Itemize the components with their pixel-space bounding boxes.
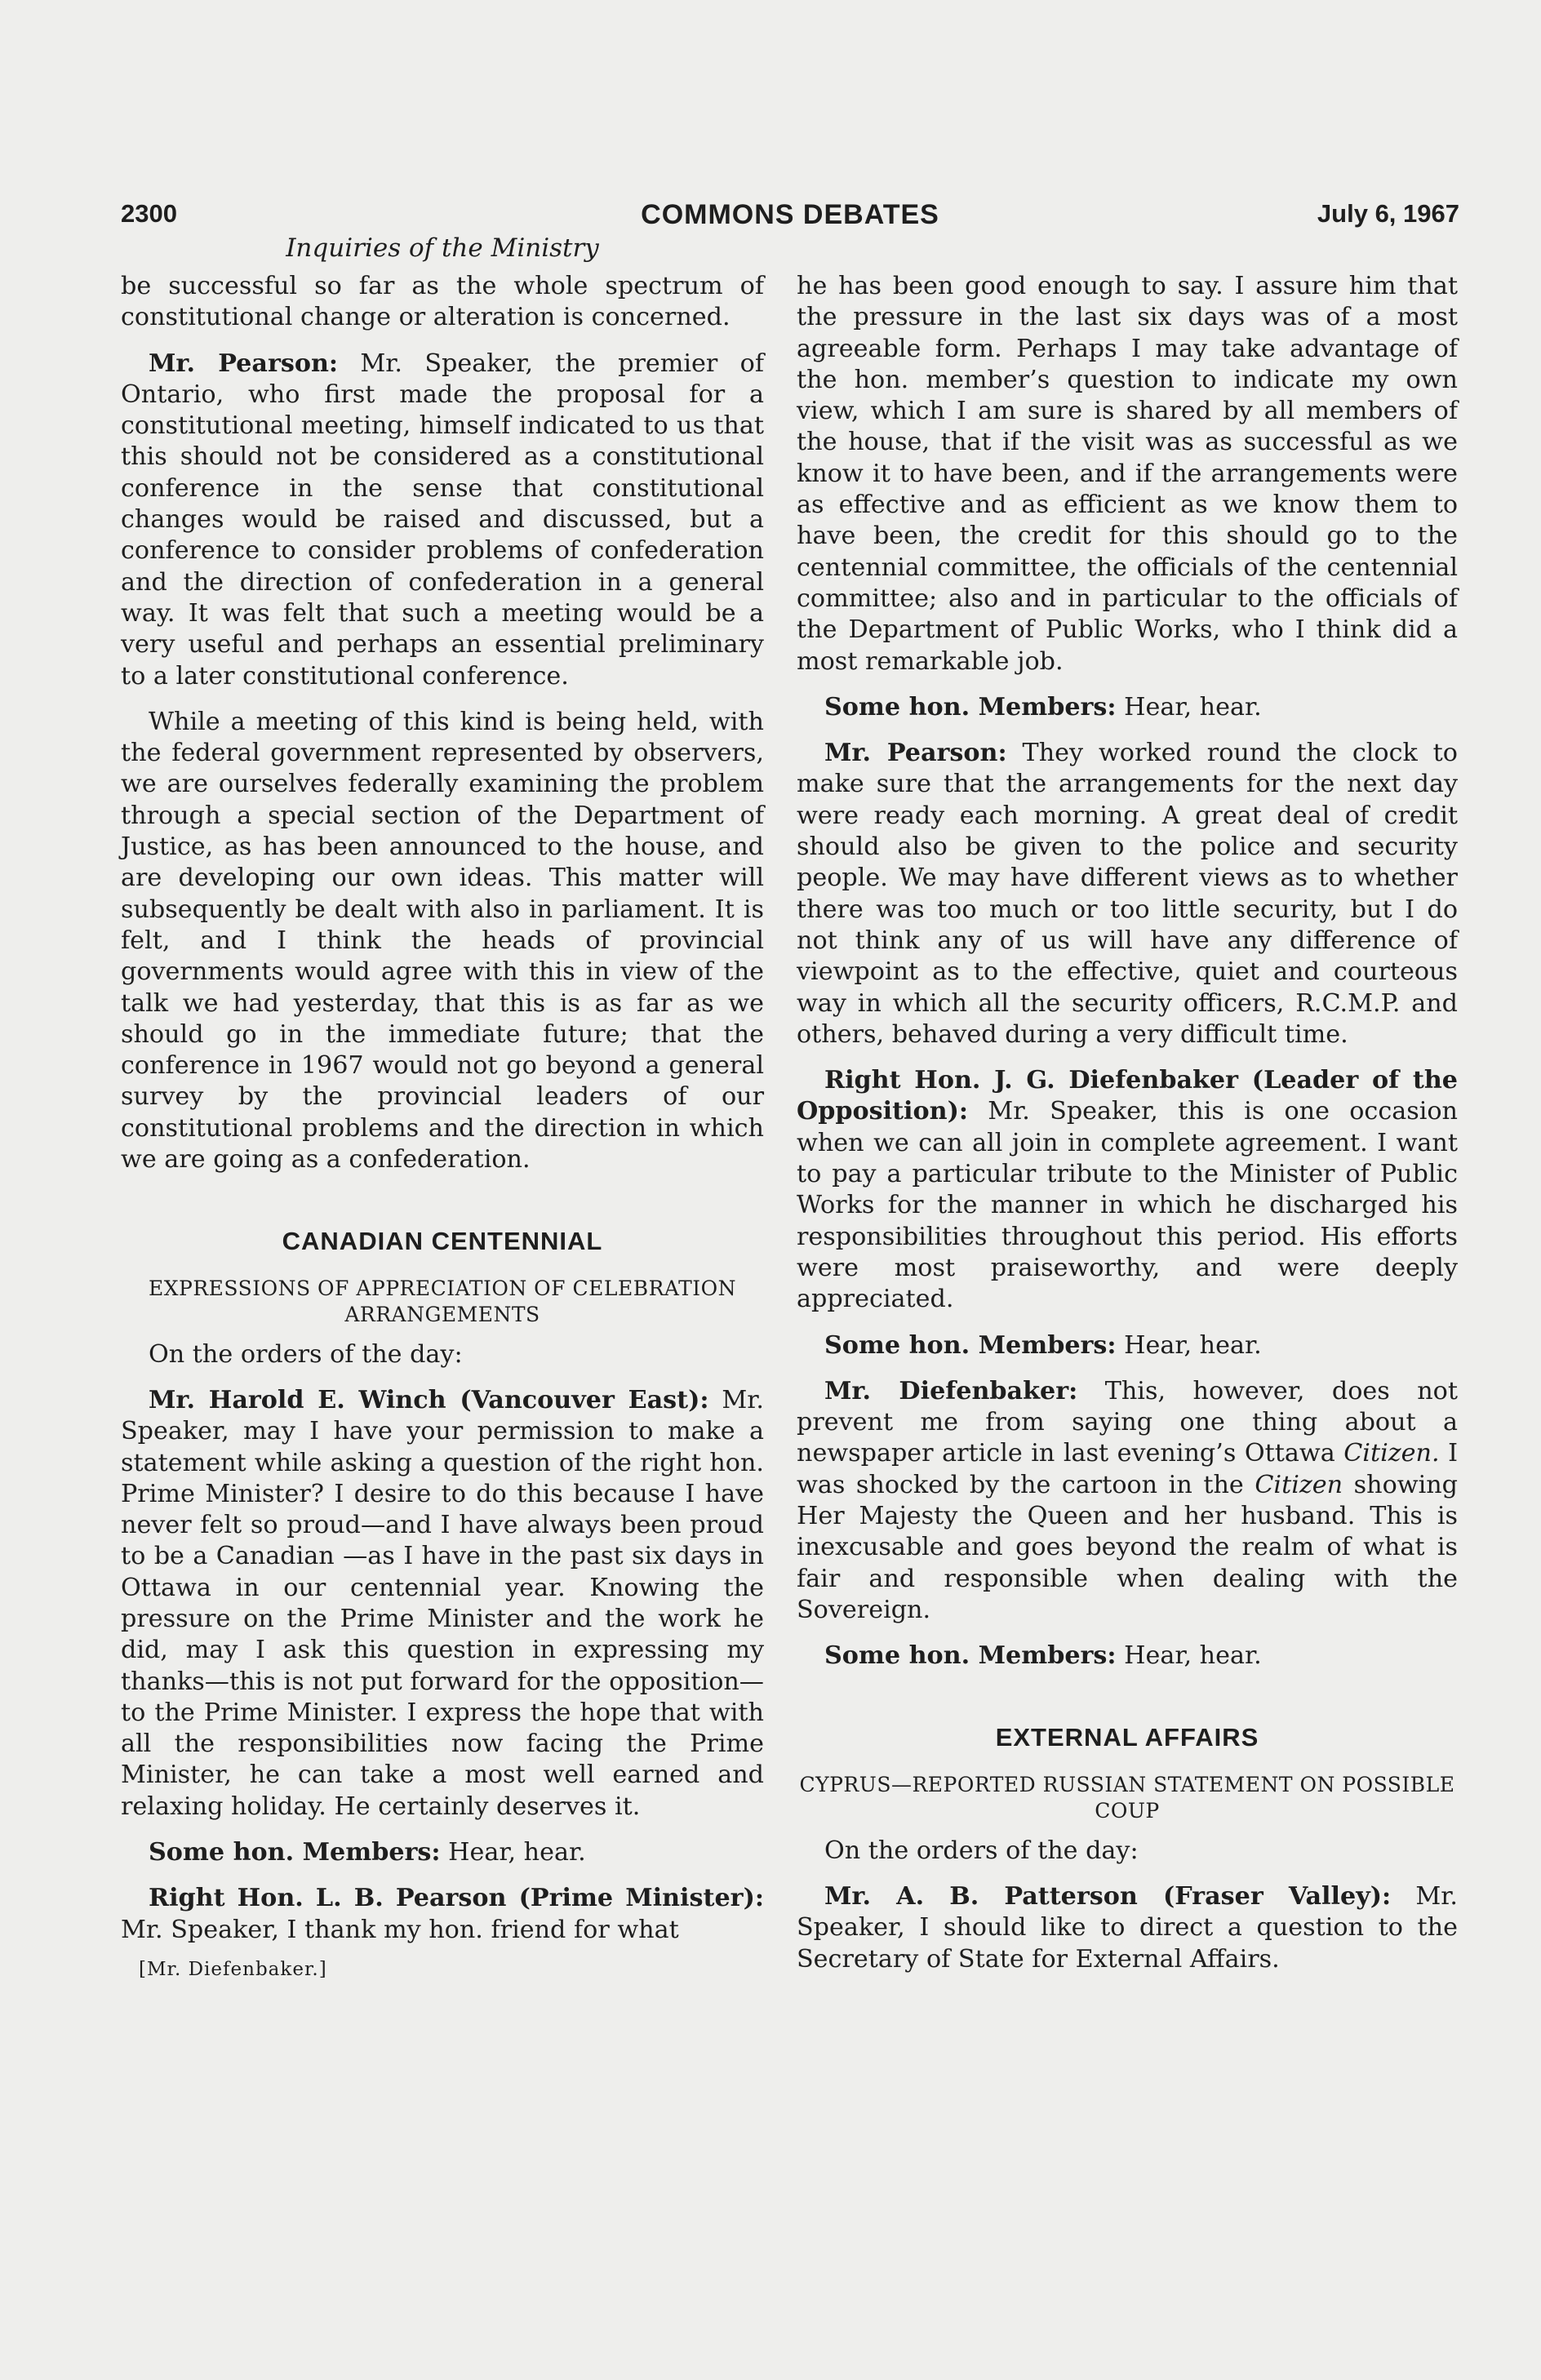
publication-title: COMMONS DEBATES <box>641 199 939 230</box>
speech-text: Hear, hear. <box>1116 692 1262 722</box>
newspaper-name: Citizen. <box>1343 1439 1440 1468</box>
newspaper-name: Citizen <box>1255 1470 1343 1499</box>
paragraph <box>797 1065 1458 1315</box>
running-head: Inquiries of the Ministry <box>286 233 599 263</box>
paragraph <box>121 1837 764 1868</box>
speech-text: Hear, hear. <box>1116 1330 1262 1360</box>
speech-text: I was shocked by the cartoon in the <box>797 1439 1458 1499</box>
speaker-name: Some hon. Members: <box>824 692 1117 722</box>
speaker-name: Right Hon. J. G. Diefenbaker (Leader of the Opposition): <box>797 1066 1458 1126</box>
speech-text: Mr. Speaker, the premier of Ontario, who first made the proposal for a constitutional meeting, himself indicated to us that this should not be considered as a constitutional conference in the sense that constitutional changes would be raised and discussed, but a conference to consider problems of confederation and the direction of confederation in a general way. It was felt that such a meeting would be a very useful and perhaps an essential preliminary to a later constitutional conference. <box>121 349 764 690</box>
speech-text: Mr. Speaker, may I have your permission to make a statement while asking a question of the right hon. Prime Minister? I desire to do this because I have never felt so proud—and I have always been proud to be a Canadian —as I have in the past six days in Ottawa in our centennial year. Knowing the pressure on the Prime Minister and the work he did, may I ask this question in expressing my thanks—this is not put forward for the opposition—to the Prime Minister. I express the hope that with all the responsibilities now facing the Prime Minister, he can take a most well earned and relaxing holiday. He certainly deserves it. <box>121 1385 764 1821</box>
paragraph: be successful so far as the whole spectrum of constitutional change or alteration is concerned. <box>121 272 764 332</box>
paragraph <box>797 1330 1458 1361</box>
speech-text: showing Her Majesty the Queen and her husband. This is inexcusable and goes beyond the realm of what is fair and responsible when dealing with the Sovereign. <box>797 1470 1459 1624</box>
speech-text: Mr. Speaker, this is one occasion when we can all join in complete agreement. I want to pay a particular tribute to the Minister of Public Works for the manner in which he discharged his responsibilities throughout this period. His efforts were most praiseworthy, and were deeply appreciated. <box>797 1097 1458 1314</box>
paragraph <box>797 1641 1458 1672</box>
speech-text: Mr. Speaker, I should like to direct a question to the Secretary of State for External Affairs. <box>797 1882 1458 1974</box>
speaker-name: Mr. Pearson: <box>149 349 339 378</box>
speaker-name: Some hon. Members: <box>824 1330 1117 1360</box>
page-header <box>121 199 1459 235</box>
paragraph <box>121 1883 764 1946</box>
speech-text: Mr. Speaker, I thank my hon. friend for what <box>121 1915 679 1944</box>
orders-of-the-day: On the orders of the day: <box>824 1836 1139 1865</box>
speech-text: Hear, hear. <box>1116 1641 1262 1671</box>
speaker-name: Mr. Pearson: <box>824 739 1007 768</box>
speech-text: Hear, hear. <box>440 1838 586 1867</box>
speaker-name: Some hon. Members: <box>824 1641 1117 1671</box>
subsection-title: CYPRUS—REPORTED RUSSIAN STATEMENT ON POSSIBLE COUP <box>799 1772 1455 1823</box>
page-footer: [Mr. Diefenbaker.] <box>139 1958 327 1980</box>
section-title: CANADIAN CENTENNIAL <box>282 1227 603 1256</box>
subsection-title: EXPRESSIONS OF APPRECIATION OF CELEBRATION ARRANGEMENTS <box>148 1276 736 1326</box>
orders-of-the-day: On the orders of the day: <box>149 1339 463 1369</box>
speech-text: This, however, does not prevent me from saying one thing about a newspaper article in last evening’s Ottawa <box>797 1376 1458 1468</box>
speaker-name: Mr. Diefenbaker: <box>824 1376 1078 1405</box>
paragraph <box>121 1385 764 1823</box>
speaker-name: Mr. Harold E. Winch (Vancouver East): <box>149 1385 709 1414</box>
speech-text: They worked round the clock to make sure that the arrangements for the next day were ready each morning. A great deal of credit should also be given to the police and security people. We may have different views as to whether there was too much or too little security, but I do not think any of us will have any difference of viewpoint as to the effective, quiet and courteous way in which all the security officers, R.C.M.P. and others, behaved during a very difficult time. <box>797 739 1458 1049</box>
paragraph <box>797 1881 1458 1975</box>
section-title: EXTERNAL AFFAIRS <box>995 1723 1259 1752</box>
paragraph <box>121 349 764 692</box>
paragraph <box>797 738 1458 1050</box>
page-date: July 6, 1967 <box>1317 199 1459 228</box>
paragraph <box>797 1376 1458 1626</box>
speaker-name: Mr. A. B. Patterson (Fraser Valley): <box>824 1882 1392 1912</box>
page-number: 2300 <box>121 199 177 228</box>
paragraph: he has been good enough to say. I assure him that the pressure in the last six days was of a most agreeable form. Perhaps I may take advantage of the hon. member’s question to indicate my own view, which I am sure is shared by all members of the house, that if the visit was as successful as we know it to have been, and if the arrangements were as effective and as efficient as we know them to have been, the credit for this should go to the centennial committee, the officials of the centennial committee; also and in particular to the officials of the Department of Public Works, who I think did a most remarkable job. <box>797 272 1458 676</box>
right-column <box>797 271 1458 1990</box>
left-column <box>121 271 764 1985</box>
speaker-name: Right Hon. L. B. Pearson (Prime Minister): <box>149 1884 764 1913</box>
paragraph: While a meeting of this kind is being held, with the federal government represented by observers, we are ourselves federally examining the problem through a special section of the Department of Justice, as has been announced to the house, and are developing our own ideas. This matter will subsequently be dealt with also in parliament. It is felt, and I think the heads of provincial governments would agree with this in view of the talk we had yesterday, that this is as far as we should go in the immediate future; that the conference in 1967 would not go beyond a general survey by the provincial leaders of our constitutional problems and the direction in which we are going as a confederation. <box>121 707 764 1174</box>
speaker-name: Some hon. Members: <box>149 1838 441 1867</box>
paragraph <box>797 692 1458 723</box>
